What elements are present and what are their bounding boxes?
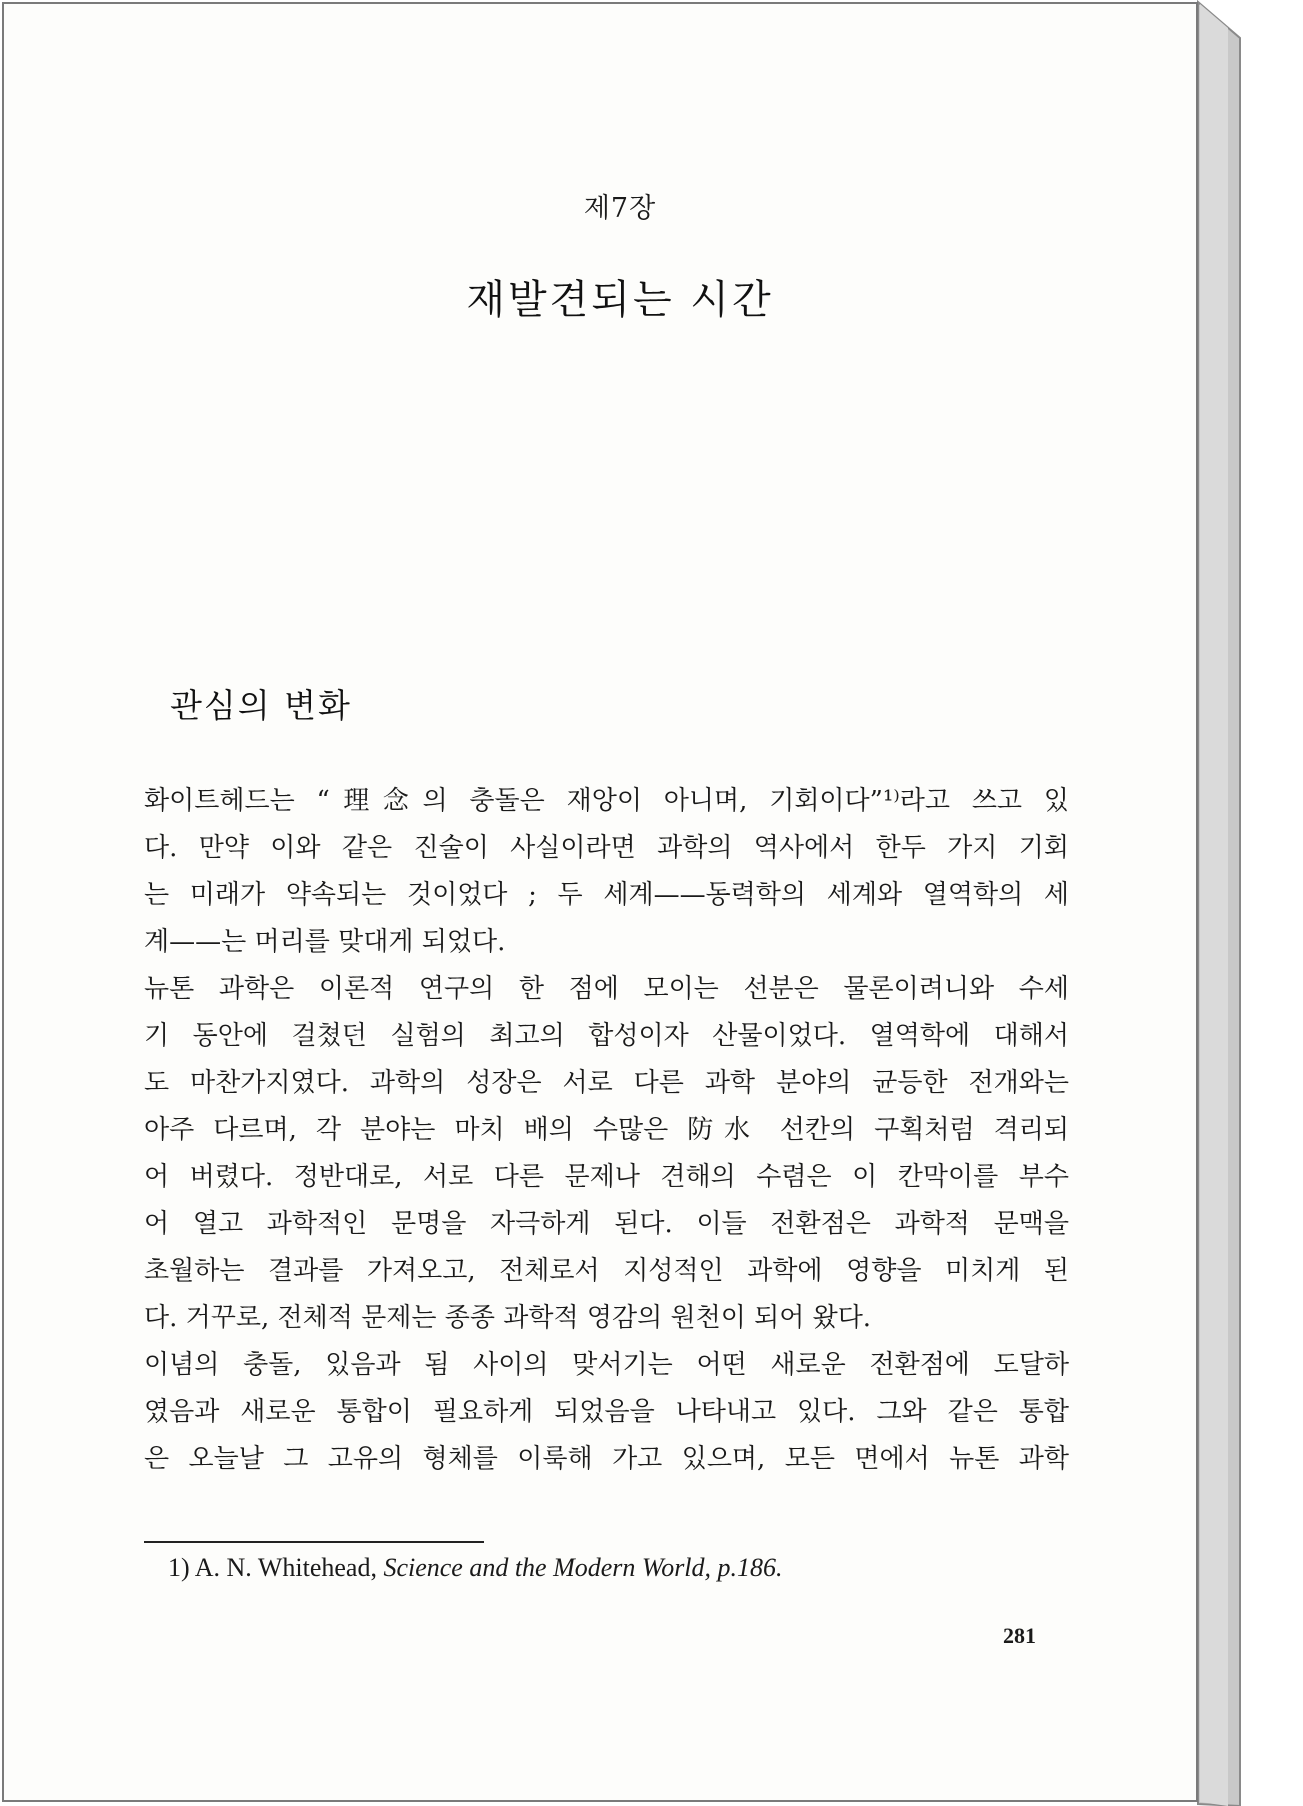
body-line: 어 열고 과학적인 문명을 자극하게 된다. 이들 전환점은 과학적 문맥을 — [144, 1209, 1069, 1239]
footnote-author: A. N. Whitehead, — [194, 1553, 377, 1582]
body-line: 어 버렸다. 정반대로, 서로 다른 문제나 견해의 수렴은 이 칸막이를 부수 — [144, 1162, 1069, 1192]
body-text — [144, 778, 1069, 1483]
body-line: 기 동안에 걸쳤던 실험의 최고의 합성이자 산물이었다. 열역학에 대해서 — [144, 1021, 1069, 1051]
body-line: 도 마찬가지였다. 과학의 성장은 서로 다른 과학 분야의 균등한 전개와는 — [144, 1068, 1069, 1098]
body-line: 화이트헤드는 “理念의 충돌은 재앙이 아니며, 기회이다”¹⁾라고 쓰고 있 — [144, 786, 1069, 816]
section-heading: 관심의 변화 — [170, 686, 352, 725]
body-line: 다. 만약 이와 같은 진술이 사실이라면 과학의 역사에서 한두 가지 기회 — [144, 833, 1069, 863]
body-line: 였음과 새로운 통합이 필요하게 되었음을 나타내고 있다. 그와 같은 통합 — [144, 1397, 1069, 1427]
chapter-label: 제7장 — [583, 193, 657, 224]
chapter-title: 재발견되는 시간 — [466, 277, 774, 323]
footnote-work-title: Science and the Modern World, — [383, 1553, 712, 1582]
body-line: 다. 거꾸로, 전체적 문제는 종종 과학적 영감의 원천이 되어 왔다. — [144, 1303, 872, 1333]
footnote-rule — [144, 1541, 484, 1543]
body-line: 이념의 충돌, 있음과 됨 사이의 맞서기는 어떤 새로운 전환점에 도달하 — [144, 1350, 1069, 1380]
footnote-page-ref: p.186. — [717, 1553, 783, 1582]
page-number: 281 — [1003, 1623, 1036, 1648]
footnote — [168, 1553, 783, 1583]
footnote-marker: 1) — [168, 1553, 190, 1582]
body-line: 는 미래가 약속되는 것이었다 ; 두 세계——동력학의 세계와 열역학의 세 — [144, 880, 1069, 910]
body-line: 초월하는 결과를 가져오고, 전체로서 지성적인 과학에 영향을 미치게 된 — [144, 1256, 1069, 1286]
body-line: 계——는 머리를 맞대게 되었다. — [144, 927, 506, 957]
body-line: 은 오늘날 그 고유의 형체를 이룩해 가고 있으며, 모든 면에서 뉴톤 과학 — [144, 1444, 1069, 1474]
body-line: 뉴톤 과학은 이론적 연구의 한 점에 모이는 선분은 물론이려니와 수세 — [144, 974, 1069, 1004]
body-line: 아주 다르며, 각 분야는 마치 배의 수많은 防水 선칸의 구획처럼 격리되 — [144, 1115, 1069, 1145]
